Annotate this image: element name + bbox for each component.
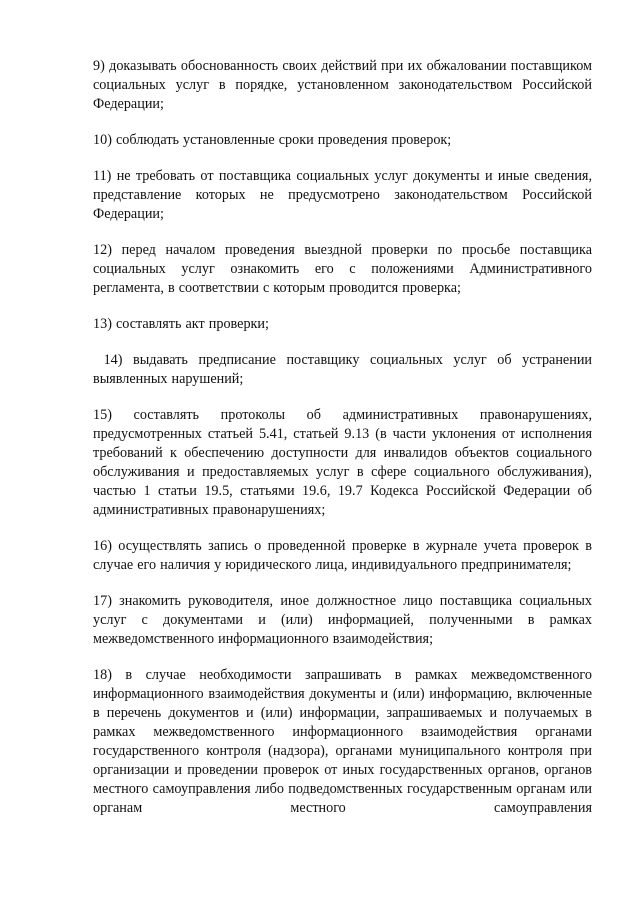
paragraph-15: 15) составлять протоколы об административных правонарушениях, предусмотренных статьей 5.41, статьей 9.13 (в части уклонения от исполнения требований к обеспечению доступности для инвалидов объектов социального обслуживания и предоставляемых услуг в сфере социального обслуживания), частью 1 статьи 19.5, статьями 19.6, 19.7 Кодекса Российской Федерации об административных правонарушениях; <box>93 407 592 518</box>
paragraph-16: 16) осуществлять запись о проведенной проверке в журнале учета проверок в случае его наличия у юридического лица, индивидуального предпринимателя; <box>93 538 592 573</box>
paragraph-10: 10) соблюдать установленные сроки проведения проверок; <box>93 132 452 148</box>
paragraph-12: 12) перед началом проведения выездной проверки по просьбе поставщика социальных услуг ознакомить его с положениями Административного регламента, в соответствии с которым проводится проверка; <box>93 242 592 296</box>
paragraph-14: 14) выдавать предписание поставщику социальных услуг об устранении выявленных нарушений; <box>93 352 597 387</box>
paragraph-17: 17) знакомить руководителя, иное должностное лицо поставщика социальных услуг с документами и (или) информацией, полученными в рамках межведомственного информационного взаимодействия; <box>93 593 592 647</box>
paragraph-13: 13) составлять акт проверки; <box>93 316 269 332</box>
paragraph-9: 9) доказывать обоснованность своих действий при их обжаловании поставщиком социальных услуг в порядке, установленном законодательством Российской Федерации; <box>93 58 592 112</box>
paragraph-18: 18) в случае необходимости запрашивать в рамках межведомственного информационного взаимодействия документы и (или) информацию, включенные в перечень документов и (или) информации, запрашиваемых и получаемых в рамках межведомственного информационного взаимодействия органами государственного контроля (надзора), органами муниципального контроля при организации и проведении проверок от иных государственных органов, органов местного самоуправления либо подведомственных государственным органам или органам местного самоуправления <box>93 667 592 816</box>
paragraph-11: 11) не требовать от поставщика социальных услуг документы и иные сведения, представление которых не предусмотрено законодательством Российской Федерации; <box>93 168 592 222</box>
